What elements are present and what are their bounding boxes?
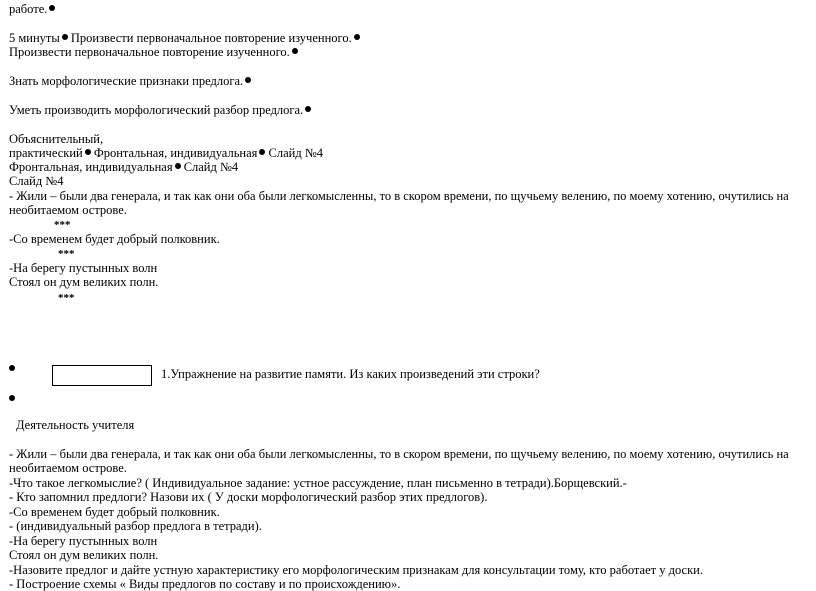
teacher-line: -На берегу пустынных волн	[9, 534, 158, 548]
text-repeat: Произвести первоначальное повторение изученного.	[67, 31, 352, 45]
bullet-dot	[305, 106, 311, 112]
stars-1: ***	[54, 219, 71, 231]
teacher-line: - Жили – были два генерала, и так как они оба были легкомысленны, то в скором времени, по щучьему велению, по моему хотению, очутились на	[9, 447, 789, 461]
text-practical: практический	[9, 146, 83, 160]
bullet-dot	[49, 5, 55, 11]
quote-waves-2: Стоял он дум великих полн.	[9, 275, 159, 289]
text-slide-3: Слайд №4	[9, 174, 64, 188]
text-frontal: Фронтальная, индивидуальная	[90, 146, 258, 160]
teacher-line: - Построение схемы « Виды предлогов по составу и по происхождению».	[9, 577, 401, 591]
text-skill: Уметь производить морфологический разбор предлога.	[9, 103, 304, 117]
line-work	[9, 2, 55, 16]
line-practical	[9, 146, 323, 160]
line-slide	[9, 174, 63, 188]
exercise-label: 1.Упражнение на развитие памяти. Из каких произведений эти строки?	[161, 367, 540, 381]
text-work: работе.	[9, 2, 48, 16]
line-repeat	[9, 45, 298, 59]
stars-3: ***	[58, 292, 75, 304]
teacher-line: Стоял он дум великих полн.	[9, 548, 159, 562]
quote-colonel: -Со временем будет добрый полковник.	[9, 232, 220, 246]
text-5min: 5 минуты	[9, 31, 60, 45]
line-explain	[9, 132, 103, 146]
text-frontal-2: Фронтальная, индивидуальная	[9, 160, 173, 174]
teacher-line: -Со временем будет добрый полковник.	[9, 505, 220, 519]
text-explain: Объяснительный,	[9, 132, 104, 146]
bullet-dot	[292, 48, 298, 54]
text-slide-2: Слайд №4	[180, 160, 239, 174]
text-know: Знать морфологические признаки предлога.	[9, 74, 244, 88]
line-skill	[9, 103, 311, 117]
teacher-line: необитаемом острове.	[9, 461, 127, 475]
bullet-dot	[9, 365, 15, 371]
line-5min	[9, 31, 360, 45]
empty-box	[52, 365, 152, 386]
teacher-line: -Что такое легкомыслие? ( Индивидуальное задание: устное рассуждение, план письменно в тетради).Борщевский.-	[9, 476, 627, 490]
text-repeat-2: Произвести первоначальное повторение изученного.	[9, 45, 290, 59]
text-slide: Слайд №4	[265, 146, 323, 160]
line-know	[9, 74, 251, 88]
quote-generals-1: - Жили – были два генерала, и так как они оба были легкомысленны, то в скором времени, по щучьему велению, по моему хотению, очутились на	[9, 189, 789, 203]
teacher-line: - (индивидуальный разбор предлога в тетради).	[9, 519, 262, 533]
bullet-dot	[354, 34, 360, 40]
line-frontal	[9, 160, 238, 174]
teacher-heading: Деятельность учителя	[16, 418, 135, 432]
quote-generals-2: необитаемом острове.	[9, 203, 127, 217]
quote-waves-1: -На берегу пустынных волн	[9, 261, 158, 275]
stars-2: ***	[58, 248, 75, 260]
bullet-dot	[9, 395, 15, 401]
teacher-line: -Назовите предлог и дайте устную характеристику его морфологическим признакам для консультации тому, кто работает у доски.	[9, 563, 703, 577]
bullet-dot	[245, 77, 251, 83]
teacher-line: - Кто запомнил предлоги? Назови их ( У доски морфологический разбор этих предлогов).	[9, 490, 488, 504]
